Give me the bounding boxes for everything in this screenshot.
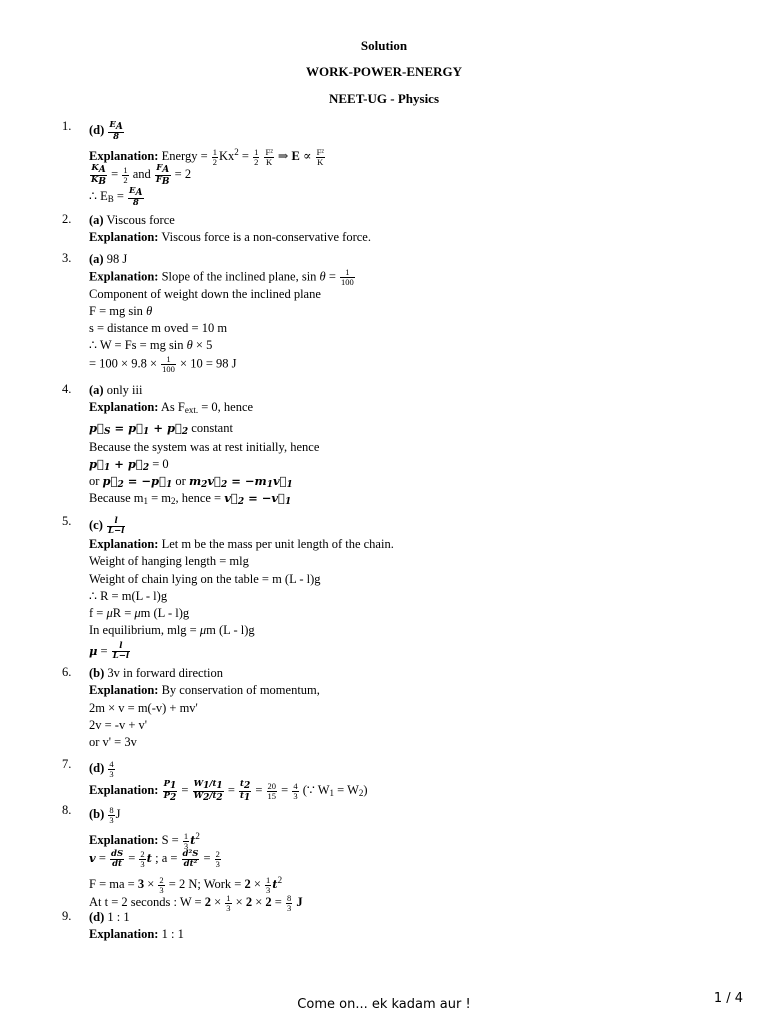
question-6 [62, 665, 742, 751]
page-number: 1 / 4 [713, 991, 743, 1006]
question-number: 4. [62, 382, 72, 396]
answer-option: (a) [89, 252, 104, 266]
explanation-line: At t = 2 seconds : W = 2 × $\frac{1}{3}$ × 2 × 2 = $\frac{8}{3}$ J [89, 892, 303, 913]
explanation-line: Explanation: By conservation of momentum, [89, 683, 320, 698]
answer-option: (b) [89, 666, 105, 680]
answer-text: Viscous force [106, 213, 175, 227]
explanation-line: ∴ R = m(L - l)g [89, 588, 168, 603]
explanation-line: = 100 × 9.8 × $\frac{1}{100}$ × 10 = 98 J [89, 353, 237, 374]
answer-text: 98 J [106, 252, 128, 266]
answer-text: 3v in forward direction [107, 666, 223, 680]
solution-title: Solution [360, 38, 408, 53]
question-number: 1. [62, 119, 72, 133]
answer-fraction: $\frac{EA}{8}$ [109, 119, 123, 142]
explanation-line: ∴ $E_B$ = $\frac{EA}{8}$ [89, 185, 143, 208]
question-5 [62, 514, 742, 662]
explanation-line: Component of weight down the inclined plane [89, 286, 321, 301]
question-number: 5. [62, 514, 72, 528]
question-number: 8. [62, 803, 72, 817]
explanation-line: Explanation: As $F_{ext.} = 0$, hence [89, 400, 254, 416]
question-9 [62, 909, 742, 944]
explanation-line: v = $\frac{dS}{dt}$ = $\frac{2}{3}$ t ; a = $\frac{\text{d²S}}{\text{dt²}}$ = $\frac{2}{3}$ [89, 848, 220, 869]
answer-option: (d) [89, 910, 105, 924]
explanation-line: Weight of chain lying on the table = m (L - l)g [89, 571, 321, 586]
explanation-line: Explanation: Let m be the mass per unit length of the chain. [89, 537, 394, 551]
explanation-line: Explanation: 1 : 1 [89, 927, 184, 942]
explanation-line: Explanation: Viscous force is a non-conservative force. [89, 230, 371, 245]
footer-tagline: Come on... ek kadam aur ! [297, 997, 471, 1012]
question-4 [62, 382, 742, 508]
explanation-line: μ = $\frac{l}{L-l}$ [89, 641, 130, 662]
question-number: 2. [62, 212, 72, 226]
question-number: 9. [62, 909, 72, 923]
explanation-line: F = ma = 3 × $\frac{2}{3}$ = 2 N; Work = 2 × $\frac{1}{3}$ $t^2$ [89, 874, 283, 895]
explanation-line: $p⃗_S$ = $p⃗_1$ + $p⃗_2$ constant [89, 420, 233, 437]
answer-option: (c) [89, 518, 103, 532]
answer-option: (d) [89, 761, 105, 775]
explanation-line: $\frac{KA}{KB}$ = $\frac{1}{2}$ and $\frac{FA}{FB}$ = 2 [91, 162, 192, 187]
answer-option: (d) [89, 123, 105, 137]
chapter-title: WORK-POWER-ENERGY [306, 64, 462, 79]
question-1 [62, 119, 742, 207]
explanation-line: In equilibrium, mlg = μm (L - l)g [89, 623, 255, 638]
question-2 [62, 212, 742, 247]
question-number: 6. [62, 665, 72, 679]
explanation-line: 2v = -v + v' [89, 717, 148, 732]
answer-option: (a) [89, 383, 104, 397]
answer-fraction: $\frac{4}{3}$ [109, 758, 114, 779]
question-7 [62, 757, 742, 801]
explanation-line: Because the system was at rest initially, hence [89, 439, 320, 454]
explanation-line: or $p⃗_2$ = $-p⃗_1$ or $m_2v⃗_2$ = $-m_1v⃗_1$ [89, 474, 293, 491]
answer-fraction: $\frac{8}{3}$ [109, 804, 114, 825]
explanation-line: 2m × v = m(-v) + mv' [89, 700, 198, 715]
explanation-line: s = distance m oved = 10 m [89, 321, 228, 336]
explanation-line: Weight of hanging length = mlg [89, 554, 249, 569]
question-3 [62, 251, 742, 372]
explanation-line: Explanation: $\frac{P1}{P2}$ = $\frac{W1/t1}{W2/t2}$ = $\frac{t2}{t1}$ = $\frac{20}{15}$ = $\frac{4}{3}$ (∵ $W_1 = W_2$) [89, 778, 368, 803]
explanation-line: f = μR = μm (L - l)g [89, 606, 190, 621]
explanation-line: $p⃗_1$ + $p⃗_2 = 0$ [89, 456, 169, 473]
explanation-line: Explanation: S = $\frac{1}{3}$ $t^2$ [89, 830, 200, 851]
answer-option: (a) [89, 213, 104, 227]
answer-text: 1 : 1 [107, 910, 130, 924]
explanation-line: Explanation: Energy = $\frac{1}{2}$ $Kx^2$ = $\frac{1}{2}$ $\frac{\text{F²}}{K}$ ⇒ E ∝ $\frac{\text{F²}}{K}$ [89, 146, 324, 167]
answer-text: only iii [106, 383, 143, 397]
explanation-line: F = mg sin θ [89, 303, 153, 318]
answer-option: (b) [89, 807, 105, 821]
explanation-line: or v' = 3v [89, 735, 137, 750]
question-8: 8. (b) $\frac{8}{3}$ J Explanation: S = $\frac{1}{3}$ $t^2$ v = $\frac{dS}{dt}$ = $\frac{2}{3}$ t ; a = $\frac{\text{d²S}}{\text{dt²}}$ = $\frac{2}{3}$ F = ma = 3 × $\frac{2}{3}$ = 2 N; Work = 2 × $\frac{1}{3}$ $t^2$ At t = 2 seconds : W = 2 × $\frac{1}{3}$ × 2 × 2 = $\frac{8}{3}$ J [62, 803, 742, 913]
exam-title: NEET-UG - Physics [328, 91, 440, 106]
question-number: 3. [62, 251, 72, 265]
explanation-line: Because $m_1 = m_2$, hence = $v⃗_2$ = $-v⃗_1$ [89, 491, 292, 508]
explanation-line: Explanation: Slope of the inclined plane, sin θ = $\frac{1}{100}$ [89, 267, 354, 288]
explanation-line: ∴ W = Fs = mg sin θ × 5 [89, 338, 213, 353]
answer-fraction: $\frac{l}{L-l}$ [108, 515, 125, 536]
question-number: 7. [62, 757, 72, 771]
